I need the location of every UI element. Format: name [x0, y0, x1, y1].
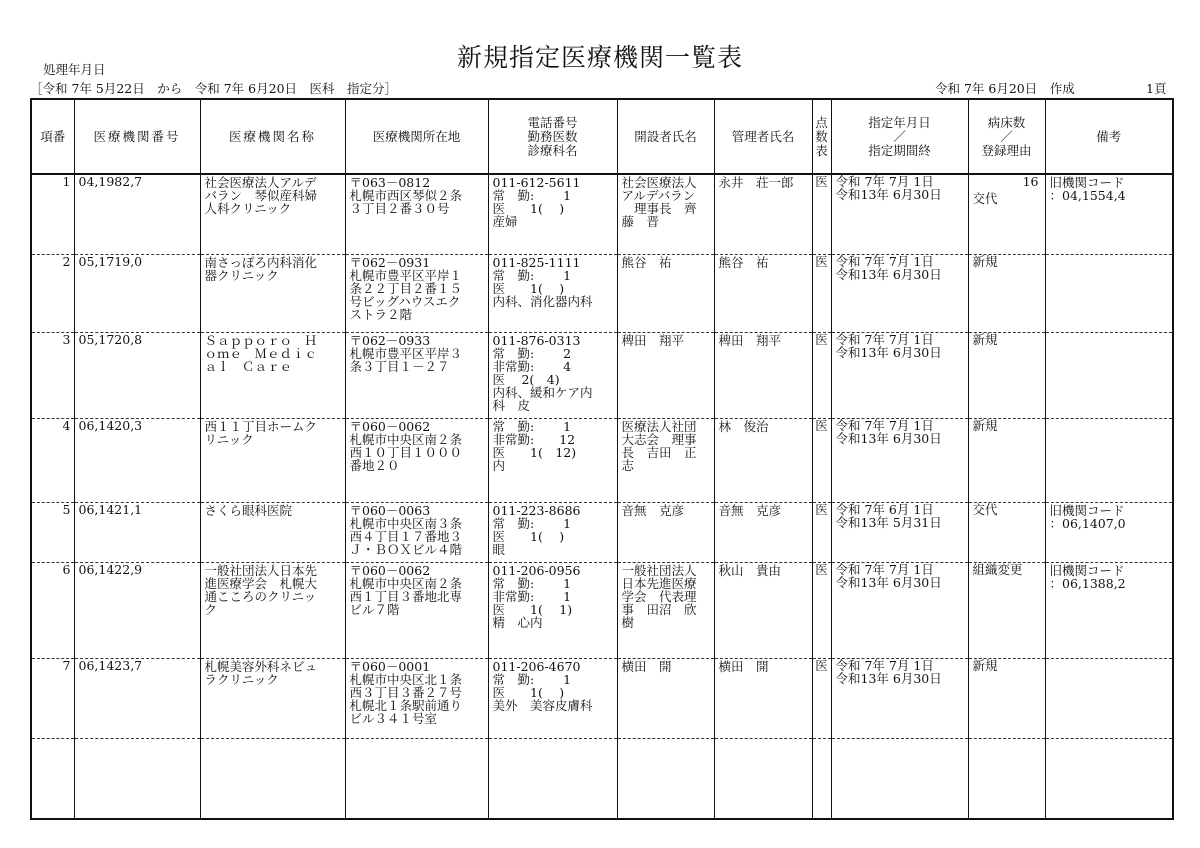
institution-address-line: 札幌市中央区北１条 — [349, 671, 463, 687]
blank-cell — [831, 738, 968, 819]
blank-cell — [617, 738, 714, 819]
tel-staff-dept-line: 常 勤: 1 — [492, 671, 572, 687]
header-date-line: 指定年月日 — [868, 114, 931, 130]
designation-start: 令和 7年 6月 1日 — [835, 502, 934, 517]
institution-address — [345, 502, 488, 562]
header-no: 項番 — [31, 99, 74, 174]
designation-start: 令和 7年 7月 1日 — [835, 254, 934, 269]
registration-reason: 新規 — [972, 658, 998, 673]
header-bed-line: ／ — [1000, 128, 1013, 144]
row-number: 5 — [31, 502, 74, 562]
tel-staff-dept-line: 常 勤: 1 — [492, 515, 572, 531]
bed-reason — [968, 332, 1045, 418]
manager-name — [714, 332, 812, 418]
score-table-type: 医 — [812, 418, 831, 502]
designation-end: 令和13年 6月30日 — [835, 266, 942, 282]
institution-address-line: 〒062－0931 — [349, 254, 431, 270]
registration-reason: 交代 — [972, 191, 998, 206]
blank-cell — [968, 738, 1045, 819]
institution-address — [345, 254, 488, 332]
header-date-line: ／ — [893, 128, 906, 144]
table-row — [31, 502, 1173, 562]
tel-staff-dept-line: 眼 — [492, 541, 506, 557]
manager-name — [714, 658, 812, 738]
remarks-line: ：06,1388,2 — [1049, 575, 1126, 591]
designation-start: 令和 7年 7月 1日 — [835, 658, 934, 673]
header-date-line: 指定期間終 — [868, 142, 931, 158]
header-date — [831, 99, 968, 174]
institution-address — [345, 562, 488, 658]
tel-staff-dept-line: 011-206-0956 — [492, 562, 581, 578]
institution-address-line: 番地２０ — [349, 457, 400, 473]
bed-reason — [968, 254, 1045, 332]
tel-staff-dept-line: 科 皮 — [492, 397, 531, 413]
registration-reason: 新規 — [972, 254, 998, 269]
manager-name-line: 永井 荘一郎 — [718, 175, 794, 190]
institution-code: 06,1423,7 — [74, 658, 200, 738]
tel-staff-dept-line: 011-876-0313 — [492, 332, 581, 348]
institution-address-line: 西４丁目１７番地３ — [349, 528, 463, 544]
remarks — [1045, 562, 1173, 658]
tel-staff-dept-line: 精 心内 — [492, 614, 543, 630]
designation-start: 令和 7年 7月 1日 — [835, 562, 934, 577]
remarks-line: ：06,1407,0 — [1049, 515, 1126, 531]
founder-name-line: 学会 代表理 — [621, 588, 697, 604]
institution-address-line: 札幌市中央区南３条 — [349, 515, 463, 531]
designation-period — [831, 254, 968, 332]
blank-cell — [488, 738, 617, 819]
institution-address-line: ストラ２階 — [349, 306, 413, 322]
header-bed-line: 登録理由 — [981, 142, 1032, 158]
institution-name-line: ク — [204, 601, 218, 617]
table-row — [31, 658, 1173, 738]
row-number: 1 — [31, 174, 74, 254]
designation-period — [831, 658, 968, 738]
founder-name-line: 社会医療法人 — [621, 175, 697, 190]
tel-staff-dept-line: 非常勤: 12 — [492, 431, 576, 447]
institution-name-line: Ｓａｐｐｏｒｏ Ｈ — [204, 332, 318, 348]
designation-start: 令和 7年 7月 1日 — [835, 332, 934, 347]
founder-name-line: 一般社団法人 — [621, 562, 697, 578]
institution-address-line: 〒060－0062 — [349, 418, 431, 434]
table-row — [31, 174, 1173, 254]
header-tel — [488, 99, 617, 174]
manager-name — [714, 562, 812, 658]
remarks-line: 旧機関コード — [1049, 502, 1125, 518]
bed-reason — [968, 174, 1045, 254]
designation-end: 令和13年 6月30日 — [835, 574, 942, 590]
institution-address-line: 号ビッグハウスエク — [349, 293, 461, 309]
tel-staff-dept — [488, 254, 617, 332]
institution-address-line: ビル３４１号室 — [349, 710, 438, 726]
remarks-line: 旧機関コード — [1049, 175, 1125, 190]
table-row — [31, 332, 1173, 418]
manager-name-line: 林 俊治 — [718, 418, 769, 434]
tel-staff-dept-line: 非常勤: 1 — [492, 588, 572, 604]
institution-address-line: 〒062－0933 — [349, 332, 431, 348]
blank-cell — [714, 738, 812, 819]
header-founder: 開設者氏名 — [617, 99, 714, 174]
founder-name — [617, 174, 714, 254]
institution-address-line: 札幌市西区琴似２条 — [349, 188, 463, 203]
founder-name — [617, 332, 714, 418]
remarks — [1045, 658, 1173, 738]
institution-name-line: 人科クリニック — [204, 201, 292, 216]
header-bed-line: 病床数 — [987, 114, 1026, 130]
tel-staff-dept-line: 常 勤: 2 — [492, 345, 572, 361]
bed-reason — [968, 562, 1045, 658]
table-row — [31, 254, 1173, 332]
institution-name-line: バラン 琴似産科婦 — [204, 188, 318, 203]
institution-name-line: さくら眼科医院 — [204, 502, 293, 518]
institution-name — [200, 174, 345, 254]
institution-code: 05,1720,8 — [74, 332, 200, 418]
institution-name — [200, 254, 345, 332]
founder-name-line: 長 吉田 正 — [621, 444, 697, 460]
header-tel-line: 診療科名 — [527, 142, 578, 158]
institution-address-line: 〒060－0001 — [349, 658, 431, 674]
institution-name-line: 一般社団法人日本先 — [204, 562, 318, 578]
remarks — [1045, 418, 1173, 502]
institution-address-line: Ｊ・ＢＯＸビル４階 — [349, 541, 463, 557]
tel-staff-dept-line: 医 1( 1) — [492, 601, 573, 617]
founder-name-line: 志 — [621, 457, 635, 473]
institution-address-line: 札幌市中央区南２条 — [349, 431, 463, 447]
created-date: 令和 7年 6月20日 作成 — [935, 81, 1075, 96]
manager-name-line: 秋山 貴由 — [718, 562, 782, 578]
founder-name — [617, 254, 714, 332]
institution-name — [200, 502, 345, 562]
registration-reason: 交代 — [972, 502, 998, 517]
header-tel-line: 電話番号 — [527, 114, 578, 130]
registration-reason: 新規 — [972, 332, 998, 347]
blank-cell — [1045, 738, 1173, 819]
founder-name-line: 日本先進医療 — [621, 575, 697, 591]
remarks-line: ：04,1554,4 — [1049, 188, 1126, 203]
blank-cell — [31, 738, 74, 819]
tel-staff-dept-line: 医 2( 4) — [492, 371, 560, 387]
institution-address-line: 〒060－0062 — [349, 562, 431, 578]
tel-staff-dept-line: 産婦 — [492, 214, 518, 229]
manager-name — [714, 254, 812, 332]
institution-name-line: 西１１丁目ホームク — [204, 418, 318, 434]
institution-name — [200, 562, 345, 658]
institution-name-line: ラクリニック — [204, 671, 279, 687]
institution-name-line: 器クリニック — [204, 267, 279, 283]
founder-name-line: 大志会 理事 — [621, 431, 697, 447]
tel-staff-dept — [488, 332, 617, 418]
founder-name-line: 藤 晋 — [621, 214, 660, 229]
founder-name-line: アルデバラン — [621, 188, 696, 203]
tel-staff-dept-line: 医 1( ) — [492, 528, 565, 544]
institution-address-line: 札幌市中央区南２条 — [349, 575, 463, 591]
page-number: 1頁 — [1146, 81, 1167, 96]
institution-name-line: 社会医療法人アルデ — [204, 175, 317, 190]
remarks — [1045, 502, 1173, 562]
manager-name — [714, 418, 812, 502]
table-row — [31, 562, 1173, 658]
institution-address-line: ３丁目２番３０号 — [349, 201, 450, 216]
institution-name-line: 進医療学会 札幌大 — [204, 575, 318, 591]
row-number: 6 — [31, 562, 74, 658]
designation-start: 令和 7年 7月 1日 — [835, 418, 934, 433]
tel-staff-dept-line: 011-223-8686 — [492, 502, 581, 518]
designation-end: 令和13年 6月30日 — [835, 430, 942, 446]
tel-staff-dept-line: 内科、緩和ケア内 — [492, 384, 593, 400]
institution-address-line: 〒060－0063 — [349, 502, 431, 518]
manager-name-line: 稗田 翔平 — [718, 332, 782, 348]
tel-staff-dept — [488, 562, 617, 658]
founder-name — [617, 658, 714, 738]
tel-staff-dept-line: 美外 美容皮膚科 — [492, 697, 593, 713]
blank-cell — [812, 738, 831, 819]
bed-reason — [968, 418, 1045, 502]
institution-address-line: 札幌市豊平区平岸１ — [349, 267, 463, 283]
bed-reason — [968, 658, 1045, 738]
tel-staff-dept — [488, 418, 617, 502]
tel-staff-dept-line: 医 1( ) — [492, 201, 565, 216]
condition-range: ［令和 7年 5月22日 から 令和 7年 6月20日 医科 指定分］ — [30, 81, 398, 96]
founder-name-line: 稗田 翔平 — [621, 332, 685, 348]
table-body — [31, 174, 1173, 819]
designation-period — [831, 174, 968, 254]
score-table-type: 医 — [812, 254, 831, 332]
header-ten-line: 数 — [815, 128, 828, 144]
row-number: 7 — [31, 658, 74, 738]
score-table-type: 医 — [812, 332, 831, 418]
institution-address-line: 札幌市豊平区平岸３ — [349, 345, 463, 361]
institution-name-line: 南さっぽろ内科消化 — [204, 254, 318, 270]
founder-name — [617, 562, 714, 658]
processing-date-label: 処理年月日 — [43, 62, 106, 77]
institution-address — [345, 332, 488, 418]
blank-row — [31, 738, 1173, 819]
tel-staff-dept-line: 内 — [492, 457, 506, 473]
institution-code: 06,1420,3 — [74, 418, 200, 502]
designation-end: 令和13年 6月30日 — [835, 187, 942, 202]
tel-staff-dept-line: 医 1( ) — [492, 280, 565, 296]
remarks — [1045, 174, 1173, 254]
tel-staff-dept — [488, 502, 617, 562]
founder-name — [617, 418, 714, 502]
row-number: 2 — [31, 254, 74, 332]
row-number: 3 — [31, 332, 74, 418]
institution-code: 06,1421,1 — [74, 502, 200, 562]
tel-staff-dept-line: 011-206-4670 — [492, 658, 581, 674]
institution-name — [200, 418, 345, 502]
institution-name-line: ｏｍｅ Ｍｅｄｉｃ — [204, 345, 318, 361]
header-code: 医療機関番号 — [74, 99, 200, 174]
institution-code: 04,1982,7 — [74, 174, 200, 254]
institution-name-line: ａｌ Ｃａｒｅ — [204, 358, 293, 374]
tel-staff-dept-line: 常 勤: 1 — [492, 267, 572, 283]
header-manager: 管理者氏名 — [714, 99, 812, 174]
bed-reason — [968, 502, 1045, 562]
institution-address-line: 〒063－0812 — [349, 175, 431, 190]
header-ten — [812, 99, 831, 174]
founder-name-line: 理事長 齊 — [621, 201, 697, 216]
table-row — [31, 418, 1173, 502]
header-row — [31, 99, 1173, 174]
founder-name-line: 熊谷 祐 — [621, 254, 672, 270]
founder-name-line: 医療法人社団 — [621, 418, 697, 434]
tel-staff-dept-line: 医 1( ) — [492, 684, 565, 700]
header-address: 医療機関所在地 — [345, 99, 488, 174]
institution-address-line: 条２２丁目２番１５ — [349, 280, 463, 296]
institution-name-line: リニック — [204, 431, 254, 447]
tel-staff-dept-line: 011-825-1111 — [492, 254, 581, 270]
institution-address — [345, 658, 488, 738]
manager-name-line: 熊谷 祐 — [718, 254, 769, 270]
institution-address-line: 条３丁目１－２７ — [349, 358, 450, 374]
designation-period — [831, 332, 968, 418]
institution-address-line: ビル７階 — [349, 601, 400, 617]
institution-name-line: 通こころのクリニッ — [204, 588, 317, 604]
tel-staff-dept-line: 常 勤: 1 — [492, 418, 572, 434]
institution-address — [345, 174, 488, 254]
tel-staff-dept — [488, 174, 617, 254]
blank-cell — [74, 738, 200, 819]
institution-name — [200, 332, 345, 418]
designation-start: 令和 7年 7月 1日 — [835, 174, 934, 189]
score-table-type: 医 — [812, 502, 831, 562]
tel-staff-dept — [488, 658, 617, 738]
tel-staff-dept-line: 常 勤: 1 — [492, 575, 572, 591]
founder-name-line: 音無 克彦 — [621, 502, 685, 518]
tel-staff-dept-line: 医 1( 12) — [492, 444, 577, 460]
designation-period — [831, 562, 968, 658]
founder-name-line: 事 田沼 欣 — [621, 601, 697, 617]
score-table-type: 医 — [812, 562, 831, 658]
institution-name-line: 札幌美容外科ネビュ — [204, 658, 318, 674]
institution-address — [345, 418, 488, 502]
document-title: 新規指定医療機関一覧表 — [456, 43, 743, 72]
designation-period — [831, 502, 968, 562]
founder-name-line: 横田 開 — [621, 658, 672, 674]
institution-address-line: 西１０丁目１０００ — [349, 444, 463, 460]
institution-address-line: 西１丁目３番地北専 — [349, 588, 463, 604]
designation-end: 令和13年 6月30日 — [835, 670, 942, 686]
header-ten-line: 点 — [815, 114, 828, 130]
manager-name-line: 音無 克彦 — [718, 502, 782, 518]
founder-name — [617, 502, 714, 562]
designation-end: 令和13年 5月31日 — [835, 514, 942, 530]
header-name: 医療機関名称 — [200, 99, 345, 174]
header-note: 備考 — [1045, 99, 1173, 174]
tel-staff-dept-line: 011-612-5611 — [492, 175, 581, 190]
remarks-line: 旧機関コード — [1049, 562, 1125, 578]
institution-table — [30, 98, 1174, 820]
header-ten-line: 表 — [815, 142, 828, 158]
manager-name — [714, 502, 812, 562]
score-table-type: 医 — [812, 658, 831, 738]
institution-address-line: 札幌北１条駅前通り — [349, 697, 463, 713]
institution-address-line: 西３丁目３番２７号 — [349, 684, 463, 700]
score-table-type: 医 — [812, 174, 831, 254]
tel-staff-dept-line: 内科、消化器内科 — [492, 293, 593, 309]
manager-name-line: 横田 開 — [718, 658, 769, 674]
manager-name — [714, 174, 812, 254]
tel-staff-dept-line: 常 勤: 1 — [492, 188, 572, 203]
remarks — [1045, 332, 1173, 418]
founder-name-line: 樹 — [621, 614, 635, 630]
tel-staff-dept-line: 非常勤: 4 — [492, 358, 572, 374]
registration-reason: 組織変更 — [972, 562, 1023, 577]
registration-reason: 新規 — [972, 418, 998, 433]
bed-count: 16 — [1022, 174, 1039, 189]
row-number: 4 — [31, 418, 74, 502]
header-tel-line: 勤務医数 — [527, 128, 578, 144]
institution-code: 06,1422,9 — [74, 562, 200, 658]
institution-name — [200, 658, 345, 738]
designation-period — [831, 418, 968, 502]
blank-cell — [345, 738, 488, 819]
blank-cell — [200, 738, 345, 819]
institution-code: 05,1719,0 — [74, 254, 200, 332]
designation-end: 令和13年 6月30日 — [835, 344, 942, 360]
header-bed — [968, 99, 1045, 174]
remarks — [1045, 254, 1173, 332]
